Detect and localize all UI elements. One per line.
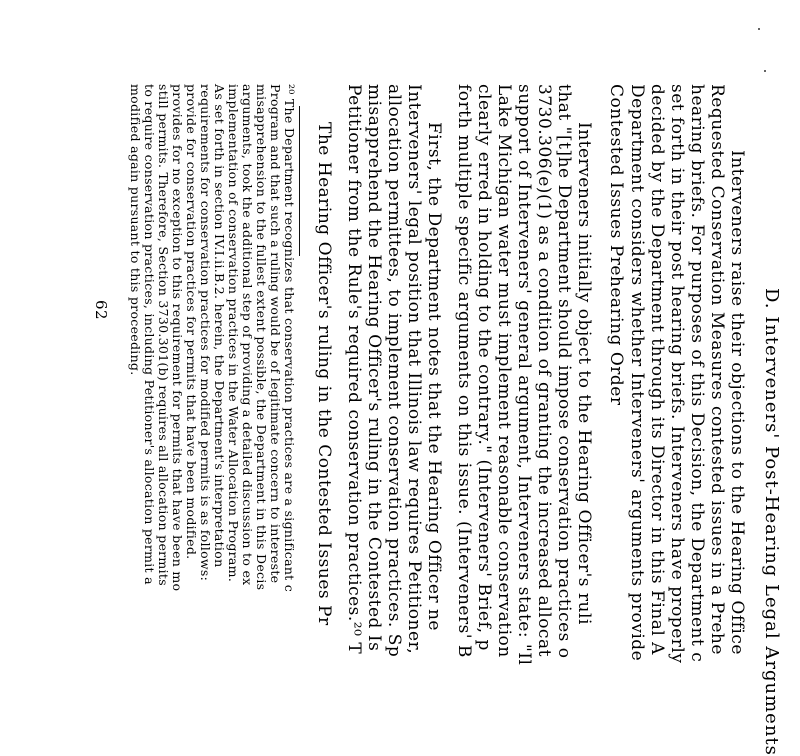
scan-speck	[764, 70, 766, 72]
body-line: Contested Issues Prehearing Order	[606, 84, 626, 406]
body-line: 3730.306(e)(1) as a condition of granting the increased allocat	[534, 84, 554, 657]
footnote-line: still permits. Therefore, Section 3730.301(b) requires all allocation permits	[156, 84, 171, 586]
body-line: The Hearing Officer's ruling in the Contested Issues Pr	[314, 122, 334, 626]
body-line: Interveners raise their objections to the Hearing Office	[727, 150, 747, 655]
body-line: decided by the Department through its Director in this Final A	[647, 84, 667, 655]
body-line: First, the Department notes that the Hearing Officer ne	[424, 122, 444, 631]
footnote-line: provide for conservation practices for permits that have been modified.	[184, 84, 199, 560]
body-line: Department considers whether Interveners' arguments provide	[627, 84, 647, 662]
footnote-line: As set forth in section IV.I.ii.B.2. herein, the Department's interpretation	[212, 84, 227, 568]
footnote-line: to require conservation practices, including Petitioner's allocation permit a	[142, 84, 157, 585]
footnote-line: implementation of conservation practices in the Water Allocation Program.	[226, 84, 241, 583]
body-line: Interveners initially object to the Hearing Officer's ruli	[574, 122, 594, 625]
footnote-line: misapprehension to the fullest extent possible, the Department in this Decis	[254, 84, 269, 591]
footnote-line: arguments, took the additional step of providing a detailed discussion to ex	[240, 84, 255, 586]
footnote-rule	[299, 106, 300, 256]
footnote-line: ²⁰ The Department recognizes that conservation practices are a significant c	[282, 84, 297, 593]
page-number: 62	[92, 300, 110, 321]
body-line: hearing briefs. For purposes of this Decision, the Department c	[687, 84, 707, 663]
body-line: clearly erred in holding to the contrary." (Interveners' Brief, p	[474, 84, 494, 651]
body-line: Petitioner from the Rule's required conservation practices.²⁰ T	[344, 84, 364, 655]
body-line: that "[t]he Department should impose conservation practices o	[554, 84, 574, 659]
body-line: forth multiple specific arguments on this issue. (Interveners' B	[454, 84, 474, 658]
footnote-line: requirements for conservation practices for modified permits is as follows:	[198, 84, 213, 582]
body-line: Lake Michigan water must implement reasonable conservation	[494, 84, 514, 658]
body-line: Interveners' legal position that Illinois law requires Petitioner,	[404, 84, 424, 655]
footnote-line: modified again pursuant to this proceeding.	[128, 84, 143, 376]
footnote-line: provides for no exception to this requirement for permits that have been mo	[170, 84, 185, 592]
body-line: set forth in their post hearing briefs. Interveners have properly	[667, 84, 687, 664]
body-line: support of Interveners' general argument, Interveners state: "Il	[514, 84, 534, 666]
footnote-line: Program and that such a ruling would be of legitimate concern to intereste	[268, 84, 283, 584]
body-line: Requested Conservation Measures contested issues in a Prehe	[707, 84, 727, 655]
scan-speck	[758, 28, 760, 30]
body-line: allocation permittees, to implement conservation practices. Sp	[384, 84, 404, 658]
section-heading: D. Interveners' Post-Hearing Legal Arguments	[761, 288, 782, 756]
body-line: misapprehend the Hearing Officer's ruling in the Contested Is	[364, 84, 384, 652]
